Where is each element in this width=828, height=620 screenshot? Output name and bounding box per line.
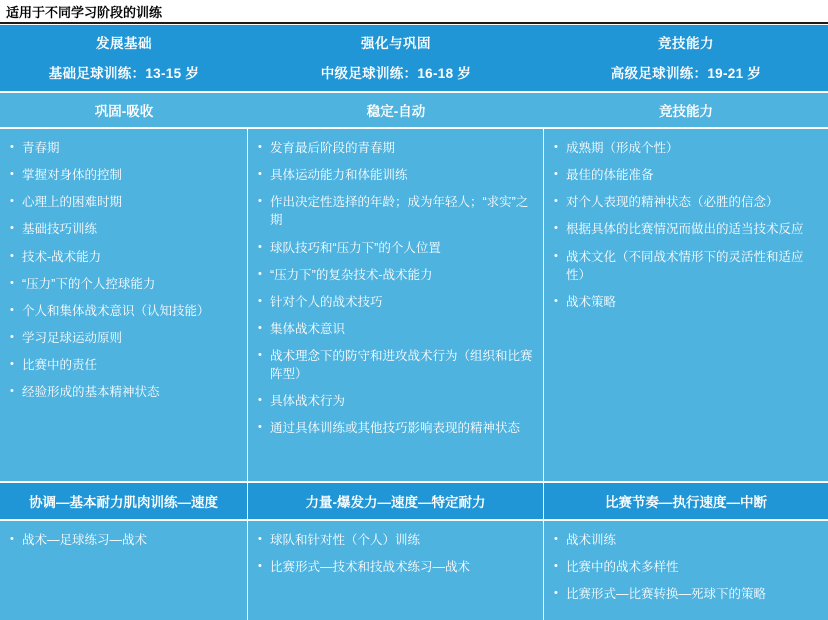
subphase-advanced: 竞技能力 [659, 104, 713, 119]
phase-header-row [0, 24, 828, 58]
phase-header-intermediate: 强化与巩固 [361, 36, 431, 51]
footer-header-advanced: 比赛节奏—执行速度—中断 [605, 495, 767, 510]
list-item: • 具体战术行为 [256, 392, 533, 410]
level-header-advanced: 高级足球训练：19-21 岁 [610, 66, 762, 81]
list-item: • 成熟期（形成个性） [552, 139, 818, 157]
content-list-advanced [552, 139, 818, 311]
list-item: • 集体战术意识 [256, 320, 533, 338]
list-item: • 技术-战术能力 [8, 248, 237, 266]
list-item: • 战术—足球练习—战术 [8, 531, 237, 549]
level-header-row [0, 58, 828, 91]
list-item: • 战术文化（不同战术情形下的灵活性和适应性） [552, 248, 818, 284]
list-item: • 掌握对身体的控制 [8, 166, 237, 184]
list-item: • 球队技巧和“压力下”的个人位置 [256, 239, 533, 257]
list-item: • 具体运动能力和体能训练 [256, 166, 533, 184]
phase-header-advanced: 竞技能力 [658, 36, 714, 51]
subphase-intermediate: 稳定-自动 [366, 104, 426, 119]
list-item: • 个人和集体战术意识（认知技能） [8, 302, 237, 320]
content-cell-basic [0, 129, 248, 481]
list-item: • 心理上的困难时期 [8, 193, 237, 211]
list-item: • 战术理念下的防守和进攻战术行为（组织和比赛阵型） [256, 347, 533, 383]
footer-cell-intermediate [248, 521, 544, 620]
list-item: • 根据具体的比赛情况而做出的适当技术反应 [552, 220, 818, 238]
footer-list-advanced [552, 531, 818, 603]
list-item: • 比赛中的责任 [8, 356, 237, 374]
list-item: • 球队和针对性（个人）训练 [256, 531, 533, 549]
list-item: • 战术训练 [552, 531, 818, 549]
page-title [0, 0, 828, 22]
level-header-intermediate: 中级足球训练：16-18 岁 [320, 66, 472, 81]
list-item: • 战术策略 [552, 293, 818, 311]
list-item: • 作出决定性选择的年龄；成为年轻人；“求实”之期 [256, 193, 533, 229]
content-row [0, 129, 828, 481]
list-item: • 学习足球运动原则 [8, 329, 237, 347]
list-item: • 通过具体训练或其他技巧影响表现的精神状态 [256, 419, 533, 437]
list-item: • 针对个人的战术技巧 [256, 293, 533, 311]
list-item: • “压力下”的复杂技术-战术能力 [256, 266, 533, 284]
footer-list-basic [8, 531, 237, 549]
footer-header-intermediate: 力量-爆发力—速度—特定耐力 [248, 483, 544, 519]
subphase-header-row [0, 91, 828, 129]
content-cell-advanced [544, 129, 828, 481]
footer-cell-basic [0, 521, 248, 620]
page-title-text: 适用于不同学习阶段的训练 [6, 4, 163, 20]
list-item: • 基础技巧训练 [8, 220, 237, 238]
list-item: • 经验形成的基本精神状态 [8, 383, 237, 401]
list-item: • 最佳的体能准备 [552, 166, 818, 184]
list-item: • 比赛形式—技术和技战术练习—战术 [256, 558, 533, 576]
level-header-basic: 基础足球训练：13-15 岁 [48, 66, 200, 81]
list-item: • 比赛中的战术多样性 [552, 558, 818, 576]
training-table [0, 24, 828, 620]
footer-list-intermediate [256, 531, 533, 576]
content-list-basic [8, 139, 237, 401]
footer-header-row [0, 481, 828, 519]
list-item: • 对个人表现的精神状态（必胜的信念） [552, 193, 818, 211]
phase-header-basic: 发展基础 [96, 36, 152, 51]
list-item: • 发育最后阶段的青春期 [256, 139, 533, 157]
list-item: • 青春期 [8, 139, 237, 157]
subphase-basic: 巩固-吸收 [94, 104, 154, 119]
content-list-intermediate [256, 139, 533, 438]
content-cell-intermediate [248, 129, 544, 481]
footer-content-row [0, 519, 828, 620]
list-item: • 比赛形式—比赛转换—死球下的策略 [552, 585, 818, 603]
list-item: • “压力”下的个人控球能力 [8, 275, 237, 293]
footer-header-basic: 协调—基本耐力肌肉训练—速度 [0, 483, 248, 519]
footer-cell-advanced [544, 521, 828, 620]
